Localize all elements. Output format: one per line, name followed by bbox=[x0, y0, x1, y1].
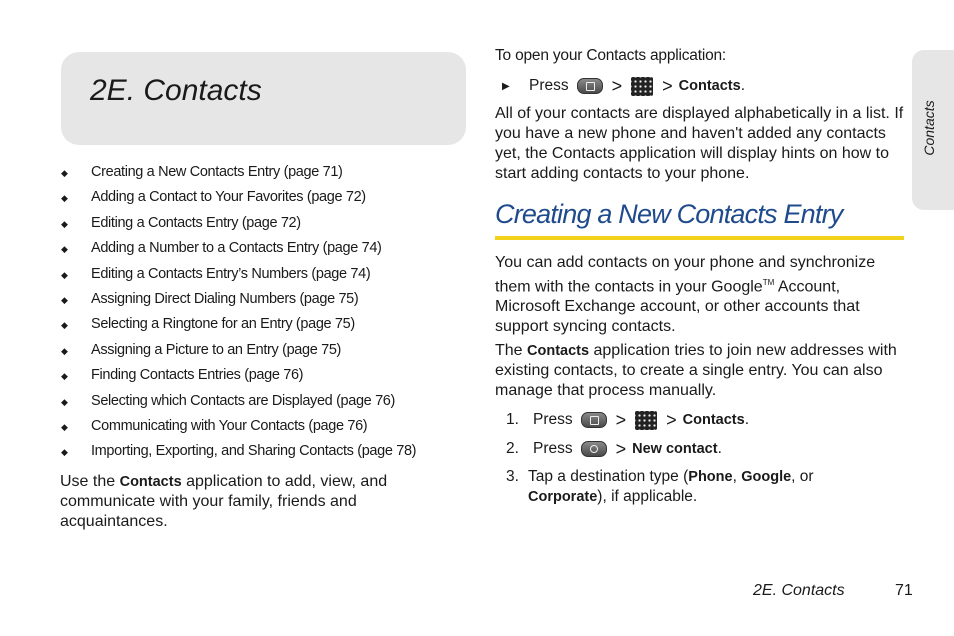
contacts-label: Contacts bbox=[682, 412, 745, 428]
google-type: Google bbox=[741, 469, 792, 485]
chapter-title: 2E. Contacts bbox=[90, 74, 262, 107]
join-contacts-paragraph: The Contacts application tries to join new addresses with existing contacts, to create a single entry. You can also manage that process manually. bbox=[495, 342, 897, 399]
phone-type: Phone bbox=[688, 469, 733, 485]
diamond-bullet-icon: ◆ bbox=[61, 447, 68, 458]
toc-item[interactable]: ◆ Communicating with Your Contacts (page 76) bbox=[61, 416, 481, 441]
side-tab-label: Contacts bbox=[921, 100, 937, 156]
toc-item[interactable]: ◆ Assigning Direct Dialing Numbers (page 75) bbox=[61, 289, 481, 314]
app-name: Contacts bbox=[119, 474, 182, 490]
corporate-type: Corporate bbox=[528, 489, 598, 505]
diamond-bullet-icon: ◆ bbox=[61, 320, 68, 331]
diamond-bullet-icon: ◆ bbox=[61, 269, 68, 280]
diamond-bullet-icon: ◆ bbox=[61, 421, 68, 432]
diamond-bullet-icon: ◆ bbox=[61, 168, 68, 178]
app-grid-icon bbox=[631, 77, 653, 96]
home-button-icon bbox=[577, 78, 603, 94]
section-title: Creating a New Contacts Entry bbox=[495, 199, 904, 240]
home-button-icon bbox=[581, 412, 607, 428]
intro-paragraph: Use the Contacts application to add, view, and communicate with your family, friends and acquaintances. bbox=[60, 473, 388, 530]
toc-item[interactable]: ◆ Adding a Contact to Your Favorites (page 72) bbox=[61, 187, 481, 212]
add-contacts-paragraph: You can add contacts on your phone and synchronize them with the contacts in your Google™ Account, Microsoft Exchange account, or other accounts that support syncing contacts. bbox=[495, 254, 876, 336]
diamond-bullet-icon: ◆ bbox=[61, 371, 68, 382]
diamond-bullet-icon: ◆ bbox=[61, 345, 68, 356]
toc-item[interactable]: ◆ Adding a Number to a Contacts Entry (page 74) bbox=[61, 238, 481, 263]
menu-button-icon bbox=[581, 441, 607, 457]
diamond-bullet-icon: ◆ bbox=[61, 294, 68, 305]
triangle-bullet-icon: ▶ bbox=[502, 80, 510, 92]
new-contact-label: New contact bbox=[632, 441, 718, 457]
app-name: Contacts bbox=[527, 343, 590, 359]
footer-chapter: 2E. Contacts bbox=[753, 582, 845, 599]
diamond-bullet-icon: ◆ bbox=[61, 193, 68, 204]
step-3: 3. Tap a destination type (Phone, Google, or Corporate), if applicable. bbox=[506, 468, 814, 505]
step-1: 1. Press > > Contacts. bbox=[506, 409, 750, 430]
contacts-label: Contacts bbox=[678, 78, 741, 94]
toc-item[interactable]: ◆ Editing a Contacts Entry (page 72) bbox=[61, 213, 481, 238]
toc-item[interactable]: ◆ Editing a Contacts Entry’s Numbers (page 74) bbox=[61, 264, 481, 289]
toc-item[interactable]: ◆ Finding Contacts Entries (page 76) bbox=[61, 365, 481, 390]
diamond-bullet-icon: ◆ bbox=[61, 218, 68, 229]
trademark-mark: TM bbox=[762, 278, 775, 287]
app-grid-icon bbox=[635, 411, 657, 430]
diamond-bullet-icon: ◆ bbox=[61, 244, 68, 255]
toc-item[interactable]: ◆ Selecting which Contacts are Displayed (page 76) bbox=[61, 391, 481, 416]
all-contacts-paragraph: All of your contacts are displayed alphabetically in a list. If you have a new phone and haven't added any contacts yet, the Contacts application will display hints on how to start adding contacts to your phone. bbox=[495, 105, 904, 182]
step-2: 2. Press > New contact. bbox=[506, 438, 722, 459]
chapter-toc bbox=[61, 162, 481, 467]
open-instruction: ▶ Press > > Contacts. bbox=[502, 75, 746, 96]
toc-item[interactable]: ◆ Importing, Exporting, and Sharing Contacts (page 78) bbox=[61, 441, 481, 466]
toc-item[interactable]: ◆ Selecting a Ringtone for an Entry (page 75) bbox=[61, 314, 481, 339]
open-heading: To open your Contacts application: bbox=[495, 47, 727, 64]
toc-item[interactable]: ◆ Creating a New Contacts Entry (page 71) bbox=[61, 162, 481, 187]
toc-item[interactable]: ◆ Assigning a Picture to an Entry (page 75) bbox=[61, 340, 481, 365]
footer-page-number: 71 bbox=[895, 582, 913, 599]
chapter-header-box bbox=[61, 52, 466, 145]
diamond-bullet-icon: ◆ bbox=[61, 396, 68, 407]
